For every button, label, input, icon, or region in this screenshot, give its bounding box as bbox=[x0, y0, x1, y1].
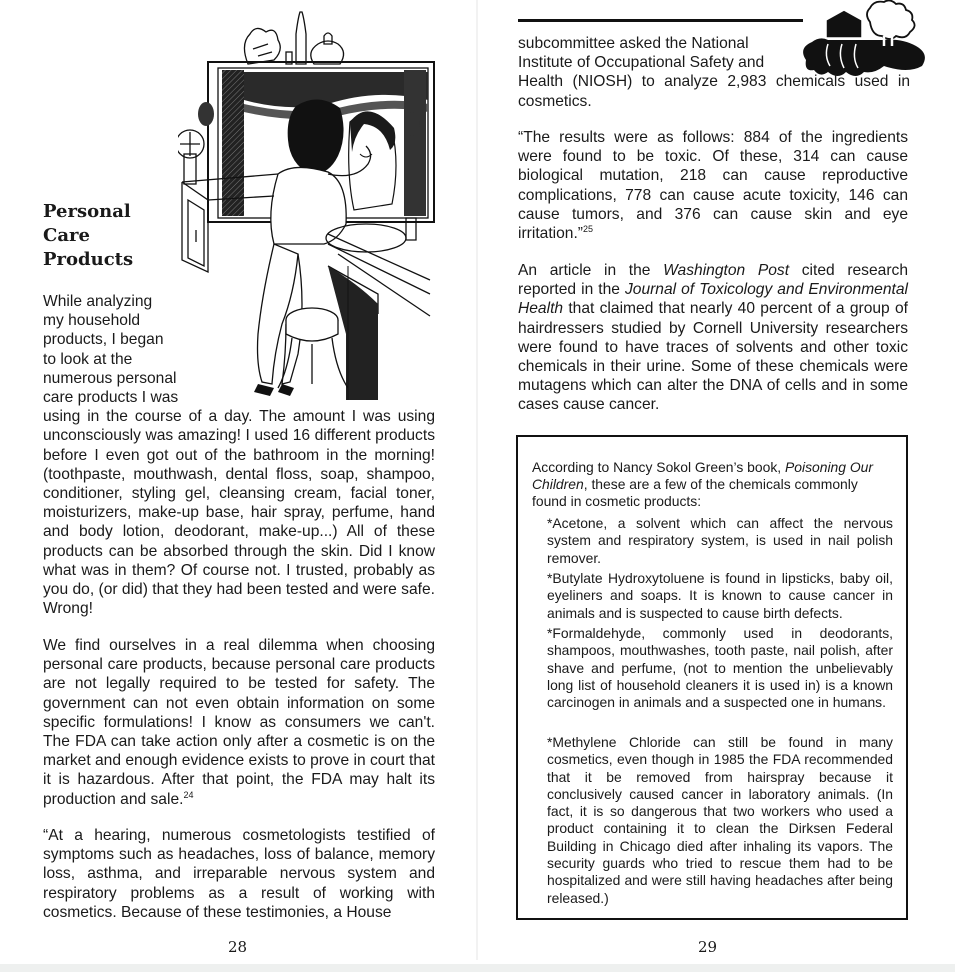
section-heading bbox=[43, 200, 183, 272]
footnote-ref: 25 bbox=[583, 224, 594, 235]
page-number: 28 bbox=[228, 938, 248, 956]
text-line: products, I began bbox=[43, 331, 164, 349]
chemical-item-formaldehyde: *Formaldehyde, commonly used in deodorants, shampoos, mouthwashes, tooth paste, nail polish, after shave and perfume, (not to mention the unbelievably long list of household cleaners it is used in) is a known carcinogen in animals and a suspected one in humans. bbox=[547, 625, 893, 711]
heading-line: Care bbox=[43, 225, 90, 246]
chemicals-sidebar-box bbox=[516, 435, 908, 920]
chemical-item-bht: *Butylate Hydroxytoluene is found in lipsticks, baby oil, eyeliners and soaps. It is known to cause cancer in animals and is suspected to cause birth defects. bbox=[547, 570, 893, 621]
text-continuation: Health (NIOSH) to analyze 2,983 chemicals used in cosmetics. bbox=[518, 73, 910, 110]
text-run: cited research reported in the bbox=[518, 262, 908, 299]
page-number: 29 bbox=[698, 938, 718, 956]
text-line: care products I was bbox=[43, 389, 179, 407]
text-run: that claimed that nearly 40 percent of a group of hairdressers studied by Cornell University researchers were found to have traces of solvents and other toxic chemicals in their urine. Some of these chemicals were mutagens which can alter the DNA of cells and in some cases cause cancer. bbox=[518, 300, 908, 414]
hearing-paragraph bbox=[43, 826, 435, 922]
text-line: While analyzing bbox=[43, 293, 153, 310]
paragraph-text: We find ourselves in a real dilemma when choosing personal care products, because personal care products are not legally required to be tested for safety. The government can not even obtain information on some specific formulations! I know as consumers we can't. The FDA can take action only after a cosmetic is on the market and enough evidence exists to prove in court that it is hazardous. After that point, the FDA may halt its production and sale. bbox=[43, 637, 435, 808]
text-line: Institute of Occupational Safety and bbox=[518, 54, 765, 72]
text-line: subcommittee asked the National bbox=[518, 35, 749, 52]
publication-title: Washington Post bbox=[663, 262, 790, 279]
chemical-item-methylene-chloride: *Methylene Chloride can still be found in many cosmetics, even though in 1985 the FDA recommended that it be removed from hairspray because it conclusively caused cancer in laboratory animals. (In fact, it is so dangerous that two workers who used a product containing it to clean the Dirksen Federal Building in Chicago died after inhaling its vapors. The security guards who tried to rescue them had to be hospitalized and were still having headaches after being released.) bbox=[547, 734, 893, 906]
dilemma-paragraph bbox=[43, 636, 435, 809]
header-rule bbox=[518, 19, 803, 22]
niosh-paragraph bbox=[518, 34, 910, 111]
results-paragraph bbox=[518, 128, 908, 243]
journal-title: Journal of Toxicology and Environmental Health bbox=[518, 281, 908, 318]
scan-edge bbox=[0, 964, 955, 972]
paragraph-text: “At a hearing, numerous cosmetologists testified of symptoms such as headaches, loss of balance, memory loss, asthma, and irreparable nervous system and respiratory problems as a result of working with cosmetics. Because of these testimonies, a House bbox=[43, 827, 435, 921]
paragraph-text: “The results were as follows: 884 of the ingredients were found to be toxic. Of these, 314 can cause biological mutation, 218 can cause reproductive complications, 778 can cause acute toxicity, 146 can cause tumors, and 376 can cause skin and eye irritation.” bbox=[518, 129, 908, 243]
footnote-ref: 24 bbox=[183, 789, 194, 800]
text-line: to look at the bbox=[43, 350, 133, 368]
text-continuation: using in the course of a day. The amount I was using unconsciously was amazing! I used 16 different products before I even got out of the bathroom in the morning! (toothpaste, mouthwash, dental floss, soap, shampoo, conditioner, styling gel, cleansing cream, facial toner, moisturizers, make-up base, hair spray, perfume, hand and body lotion, deodorant, make-up...) All of these products can be absorbed through the skin. Did I know what was in them? Of course not. I trusted, probably as you do, (or did) that they had been tested and were safe. Wrong! bbox=[43, 408, 435, 618]
right-page bbox=[478, 0, 955, 972]
sidebar-intro bbox=[532, 459, 894, 510]
text-run: According to Nancy Sokol Green’s book, bbox=[532, 459, 785, 475]
book-title: Poisoning Our Children bbox=[532, 459, 874, 492]
text-line: numerous personal bbox=[43, 369, 177, 387]
chemical-item-acetone: *Acetone, a solvent which can affect the nervous system and respiratory system, is used in nail polish remover. bbox=[547, 515, 893, 566]
washington-post-paragraph bbox=[518, 261, 908, 415]
heading-line: Products bbox=[43, 249, 134, 270]
text-run: An article in the bbox=[518, 262, 664, 279]
heading-line: Personal bbox=[43, 201, 131, 222]
text-line: my household bbox=[43, 312, 141, 330]
text-run: , these are a few of the chemicals commonly found in cosmetic products: bbox=[532, 475, 858, 509]
intro-paragraph bbox=[43, 292, 435, 618]
